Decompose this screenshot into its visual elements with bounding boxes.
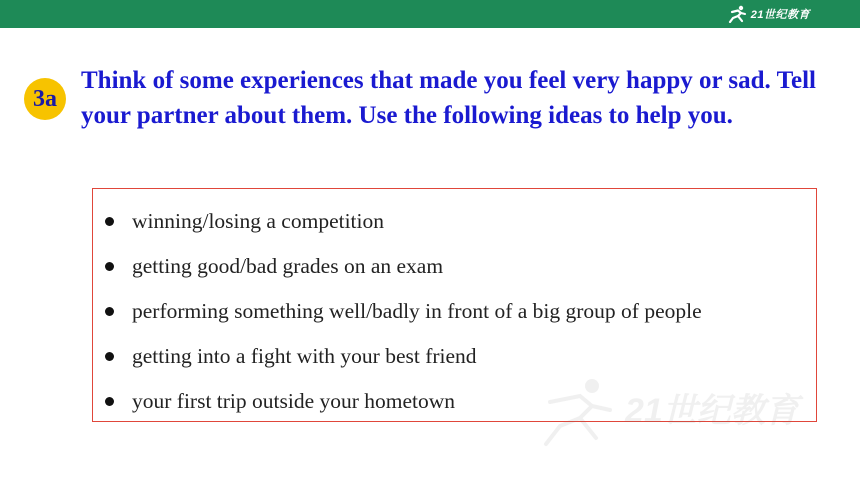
idea-item [101,334,811,379]
bullet-icon [105,352,114,361]
bullet-icon [105,217,114,226]
ideas-box [92,188,817,422]
idea-item [101,379,811,424]
idea-item [101,199,811,244]
bullet-icon [105,262,114,271]
bullet-icon [105,397,114,406]
instruction-text: Think of some experiences that made you feel very happy or sad. Tell your partner about them. Use the following ideas to help you. [81,67,816,129]
idea-text: winning/losing a competition [132,209,385,233]
idea-item [101,289,811,334]
idea-item [101,244,811,289]
idea-text: getting good/bad grades on an exam [132,254,444,278]
runner-icon [728,5,748,23]
idea-text: getting into a fight with your best friend [132,344,477,368]
watermark-text: 21世纪教育 [625,392,799,430]
header-bar [0,0,860,28]
idea-text: your first trip outside your hometown [132,389,456,413]
activity-badge: 3a [24,78,66,120]
ideas-list [101,199,811,424]
idea-text: performing something well/badly in front of a big group of people [132,299,702,323]
site-logo [728,4,810,24]
logo-text: 21世纪教育 [750,9,810,21]
bullet-icon [105,307,114,316]
